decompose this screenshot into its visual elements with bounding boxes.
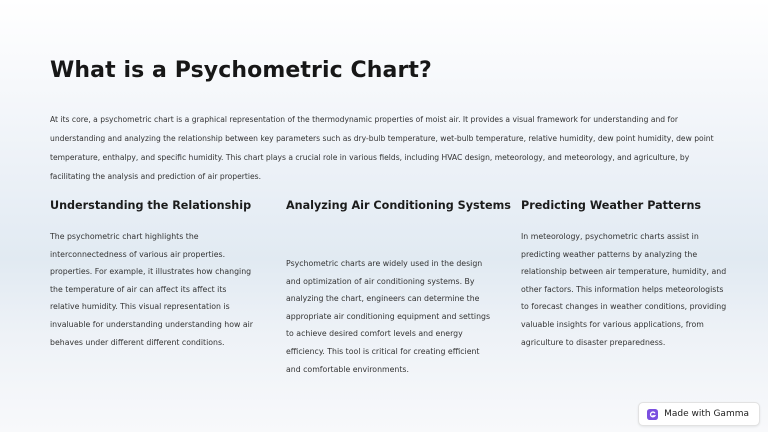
made-with-gamma-badge[interactable] xyxy=(638,402,760,426)
badge-label: Made with Gamma xyxy=(664,409,749,419)
gamma-logo-icon xyxy=(647,409,658,420)
page-title: What is a Psychometric Chart? xyxy=(50,58,432,83)
column-body: The psychometric chart highlights the interconnectedness of various air properties. properties. For example, it illustrates how changing the temperature of air can affect its affect its relative humidity. This visual representation is invaluable for understanding understanding how air behaves under different different conditions. xyxy=(50,232,254,347)
column-body: In meteorology, psychometric charts assist in predicting weather patterns by analyzing the relationship between air temperature, humidity, and other factors. This information helps meteorologists to forecast changes in weather conditions, providing valuable insights for various applications, from agriculture to disaster preparedness. xyxy=(521,232,727,347)
column-body: Psychometric charts are widely used in the design and optimization of air conditioning systems. By analyzing the chart, engineers can determine the appropriate air conditioning equipment and settings to achieve desired comfort levels and energy efficiency. This tool is critical for creating efficient and comfortable environments. xyxy=(286,259,491,374)
column-heading: Predicting Weather Patterns xyxy=(521,199,702,212)
column-heading: Understanding the Relationship xyxy=(50,199,252,212)
column-heading: Analyzing Air Conditioning Systems xyxy=(286,199,511,212)
intro-paragraph: At its core, a psychometric chart is a graphical representation of the thermodynamic properties of moist air. It provides a visual framework for understanding and for understanding and analyzing the relationship between key parameters such as dry-bulb temperature, wet-bulb temperature, relative humidity, dew point humidity, dew point temperature, enthalpy, and specific humidity. This chart plays a crucial role in various fields, including HVAC design, meteorology, and meteorology, and agriculture, by facilitating the analysis and prediction of air properties. xyxy=(50,115,714,181)
column-predicting-weather xyxy=(521,196,729,351)
column-analyzing-air-conditioning xyxy=(286,196,511,378)
column-understanding-relationship xyxy=(50,196,258,351)
